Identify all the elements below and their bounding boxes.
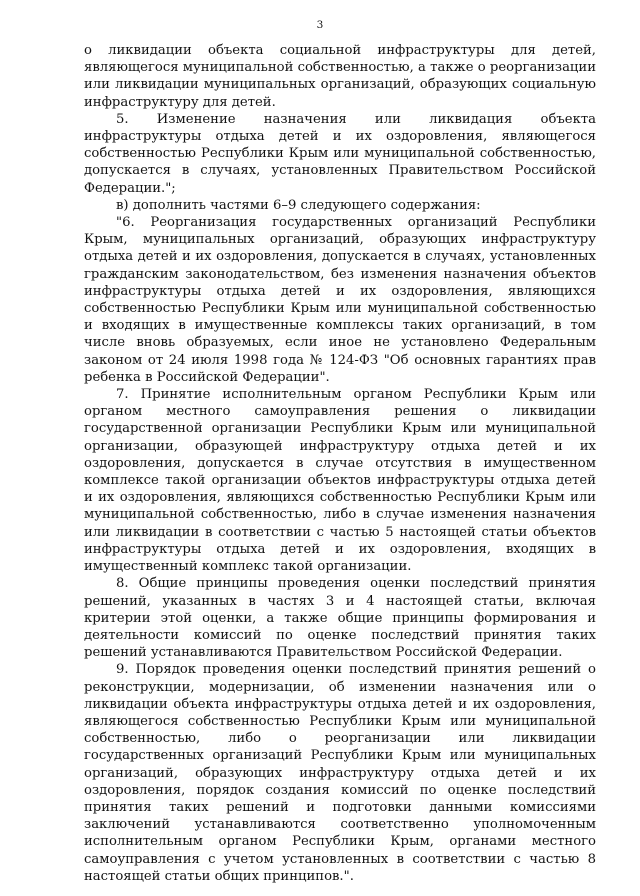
- page-number: 3: [316, 19, 324, 31]
- paragraph-part-9: 9. Порядок проведения оценки последствий принятия решений о реконструкции, модернизации, об изменении назначения или о ликвидации объекта инфраструктуры отдыха детей и их оздоровления, являющегося собственностью Республики Крым или муниципальной собственностью, либо о реорганизации или ликвидации государственных организаций Республики Крым или муниципальных организаций, образующих инфраструктуру отдыха детей и их оздоровления, порядок создания комиссий по оценке последствий принятия таких решений и подготовки данными комиссиями заключений устанавливаются соответственно уполномоченным исполнительным органом Республики Крым, органами местного самоуправления с учетом установленных в соответствии с частью 8 настоящей статьи общих принципов.".: [84, 662, 596, 884]
- paragraph-part-6: "6. Реорганизация государственных организаций Республики Крым, муниципальных организаций, образующих инфраструктуру отдыха детей и их оздоровления, допускается в случаях, установленных гражданским законодательством, без изменения назначения объектов инфраструктуры отдыха детей и их оздоровления, являющихся собственностью Республики Крым или муниципальной собственностью и входящих в имущественные комплексы таких организаций, в том числе вновь образуемых, если иное не установлено Федеральным законом от 24 июля 1998 года № 124-ФЗ "Об основных гарантиях прав ребенка в Российской Федерации".: [84, 215, 596, 385]
- paragraph-liquidation-continuation: о ликвидации объекта социальной инфраструктуры для детей, являющегося муниципальной собственностью, а также о реорганизации или ликвидации муниципальных организаций, образующих социальную инфраструктуру для детей.: [84, 43, 596, 110]
- document-body: [84, 42, 596, 885]
- paragraph-part-7: 7. Принятие исполнительным органом Республики Крым или органом местного самоуправления решения о ликвидации государственной организации Республики Крым или муниципальной организации, образующей инфраструктуру отдыха детей и их оздоровления, допускается в случае отсутствия в имущественном комплексе такой организации объектов инфраструктуры отдыха детей и их оздоровления, являющихся собственностью Республики Крым или муниципальной собственностью, либо в случае изменения назначения или ликвидации в соответствии с частью 5 настоящей статьи объектов инфраструктуры отдыха детей и их оздоровления, входящих в имущественный комплекс такой организации.: [84, 387, 596, 575]
- paragraph-subitem-v: в) дополнить частями 6–9 следующего содержания:: [116, 197, 481, 213]
- paragraph-part-8: 8. Общие принципы проведения оценки последствий принятия решений, указанных в частях 3 и 4 настоящей статьи, включая критерии этой оценки, а также общие принципы формирования и деятельности комиссий по оценке последствий принятия таких решений устанавливаются Правительством Российской Федерации.: [84, 576, 596, 661]
- paragraph-part-5: 5. Изменение назначения или ликвидация объекта инфраструктуры отдыха детей и их оздоровления, являющегося собственностью Республики Крым или муниципальной собственностью, допускается в случаях, установленных Правительством Российской Федерации.";: [84, 111, 596, 196]
